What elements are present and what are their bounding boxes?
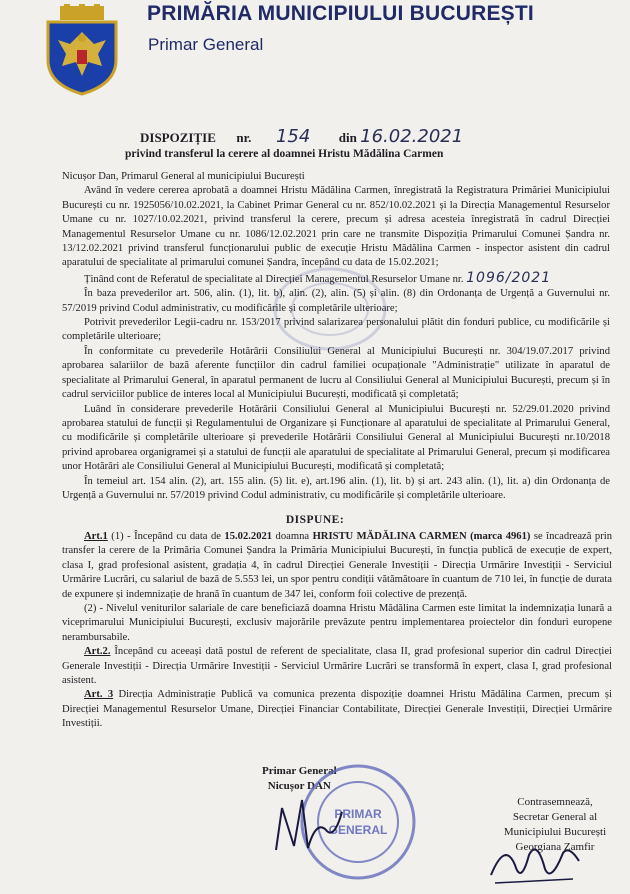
preamble-paragraph: Luând în considerare prevederile Hotărârii Consiliului General al Municipiului București nr. 52/29.01.2020 privind aprobarea statului de funcții și Regulamentului de Organizare și Funcționare al aparatului de specialitate al Primarului General, cu modificările și completările ulterioare și prevederile Hotărârii Consiliului General al Municipiului București nr.10/2018 privind aprobarea organigramei și a statului de funcții ale aparatului de specialitate al Primarului General, precum și modificarea unor Hotărâri ale Consiliului General al Municipiului București, modificată și completată; [62, 403, 610, 473]
employee-name: HRISTU MĂDĂLINA CARMEN (marca 4961) [312, 531, 531, 542]
preamble [62, 170, 610, 503]
disposition-date: 16.02.2021 [360, 126, 464, 147]
preamble-paragraph: În baza prevederilor art. 506, alin. (1), lit. b), alin. (2), alin. (5) și alin. (8) din Ordonanța de Urgență a Guvernului nr. 57/2019 privind Codul administrativ, cu modificările și completările ulterioare; [62, 288, 610, 314]
preamble-paragraph: Având în vedere cererea aprobată a doamnei Hristu Mădălina Carmen, înregistrată la Registratura Primăriei Municipiului București cu nr. 1925056/10.02.2021, la Cabinet Primar General cu nr. 852/10.02.2021 și la Direcția Managementul Resurselor Umane cu nr. 1027/10.02.2021, privind transferul la cerere, precum și adresa acesteia înregistrată în cadrul Direcției Managementul Resurselor Umane cu nr. 1086/12.02.2021 prin care ne transmite Dispoziția Primarului Comunei Șandra nr. 13/12.02.2021 privind transferul funcționarului public de execuție Hristu Mădălina Carmen - inspector asistent din cadrul aparatului de specialitate al primarului comunei Șandra, începând cu data de 15.02.2021; [62, 185, 610, 269]
article-3-label: Art. 3 [84, 689, 114, 701]
disposition-subject: privind transferul la cerere al doamnei Hristu Mădălina Carmen [125, 148, 444, 160]
article-3 [62, 688, 612, 731]
article-2-label: Art.2. [84, 646, 111, 658]
article-1-paragraph-2: (2) - Nivelul veniturilor salariale de care beneficiază doamna Hristu Mădălina Carmen este limitat la indemnizația lunară a viceprimarului Municipiului București, exclusiv majorările prevăzute pentru implementarea proiectelor din fonduri europene nerambursabile. [62, 603, 612, 643]
svg-text:PRIMAR: PRIMAR [334, 807, 382, 821]
mayor-name: Nicușor DAN [267, 780, 331, 792]
preamble-paragraph: În conformitate cu prevederile Hotărârii Consiliului General al Municipiului București nr. 304/19.07.2017 privind aprobarea salariilor de bază aferente funcțiilor din cadrul familiei ocupaționale "Administrație" utilizate în aparatul de specialitate al Primarului General, în aparatul permanent de lucru al Consiliului General al Municipiului București, precum și în cadrul serviciilor publice de interes local al Municipiului București, modificată și completată; [62, 345, 610, 401]
referat-text: Ținând cont de Referatul de specialitate al Direcției Managementul Resurselor Umane nr. [84, 273, 464, 285]
article-text: Direcția Administrație Publică va comunica prezenta dispoziție doamnei Hristu Mădălina Carmen, precum și Direcției Managementul Resurselor Umane, Direcției Financiar Contabilitate, Direcției Generale Investiții, Direcției Urmărire Investiții. [62, 689, 612, 730]
mayor-title: Primar General [262, 765, 337, 777]
disposition-label: DISPOZIȚIE [140, 130, 216, 145]
preamble-paragraph: În temeiul art. 154 alin. (2), art. 155 alin. (5) lit. e), art.196 alin. (1), lit. b) și art. 243 alin. (1), lit. a) din Ordonanța de Urgență a Guvernului nr. 57/2019 privind Codul administrativ, cu modificările și completările ulterioare. [62, 475, 610, 501]
institution-title: PRIMĂRIA MUNICIPIULUI BUCUREȘTI [147, 2, 534, 25]
secretary-handwritten-signature [485, 835, 585, 890]
institution-subtitle: Primar General [148, 35, 264, 54]
article-text: doamna [272, 531, 313, 542]
article-text: (1) - Începând cu data de [111, 531, 225, 542]
article-text: se încadrează prin transfer la cerere de la Primăria Comunei Șandra la Primăria Municipiului București, în funcția publică de execuție de expert, clasa I, grad profesional asistent, gradația 4, în cadrul Direcției Generale Investiții - Direcția Urmărire Investiții - Serviciul Urmărire Lucrări, cu salariul de bază de 5.553 lei, un spor pentru condiții vătămătoare în cuantum de 710 lei, în funcție de durata de expunere și indemnizație de hrană în cuantum de 347 lei, conform foii colective de prezență. [62, 531, 612, 600]
secretary-title-2: Municipiului București [503, 826, 607, 838]
preamble-paragraph: Potrivit prevederilor Legii-cadru nr. 153/2017 privind salarizarea personalului plătit din fonduri publice, cu modificările și completările ulterioare; [62, 317, 610, 343]
article-text: Începând cu aceeași dată postul de referent de specialitate, clasa II, grad profesional superior din cadrul Direcției Generale Investiții - Direcția Urmărire Investiții - Serviciul Urmărire Lucrări se transformă în expert, clasa I, grad profesional asistent. [62, 646, 612, 687]
dispune-heading: DISPUNE: [285, 514, 345, 526]
countersign-label: Contrasemnează, [517, 796, 593, 808]
disposition-heading [140, 126, 463, 147]
article-2 [62, 645, 612, 688]
disposition-nr-label: nr. [236, 130, 252, 145]
secretary-name: Georgiana Zamfir [515, 841, 595, 853]
referat-number: 1096/2021 [466, 269, 552, 286]
preamble-paragraph [62, 271, 610, 287]
article-1-date: 15.02.2021 [224, 531, 273, 542]
mayor-handwritten-signature [268, 790, 348, 860]
article-1-paragraph-1 [62, 530, 612, 602]
disposition-date-label: din [338, 130, 357, 145]
article-1-label: Art.1 [84, 531, 108, 542]
articles [62, 530, 612, 732]
preamble-intro: Nicușor Dan, Primarul General al municipiului București [62, 171, 305, 182]
disposition-number: 154 [275, 126, 311, 147]
secretary-title: Secretar General al [512, 811, 598, 823]
svg-text:GENERAL: GENERAL [328, 823, 388, 837]
bucharest-coat-of-arms-icon [40, 4, 124, 96]
